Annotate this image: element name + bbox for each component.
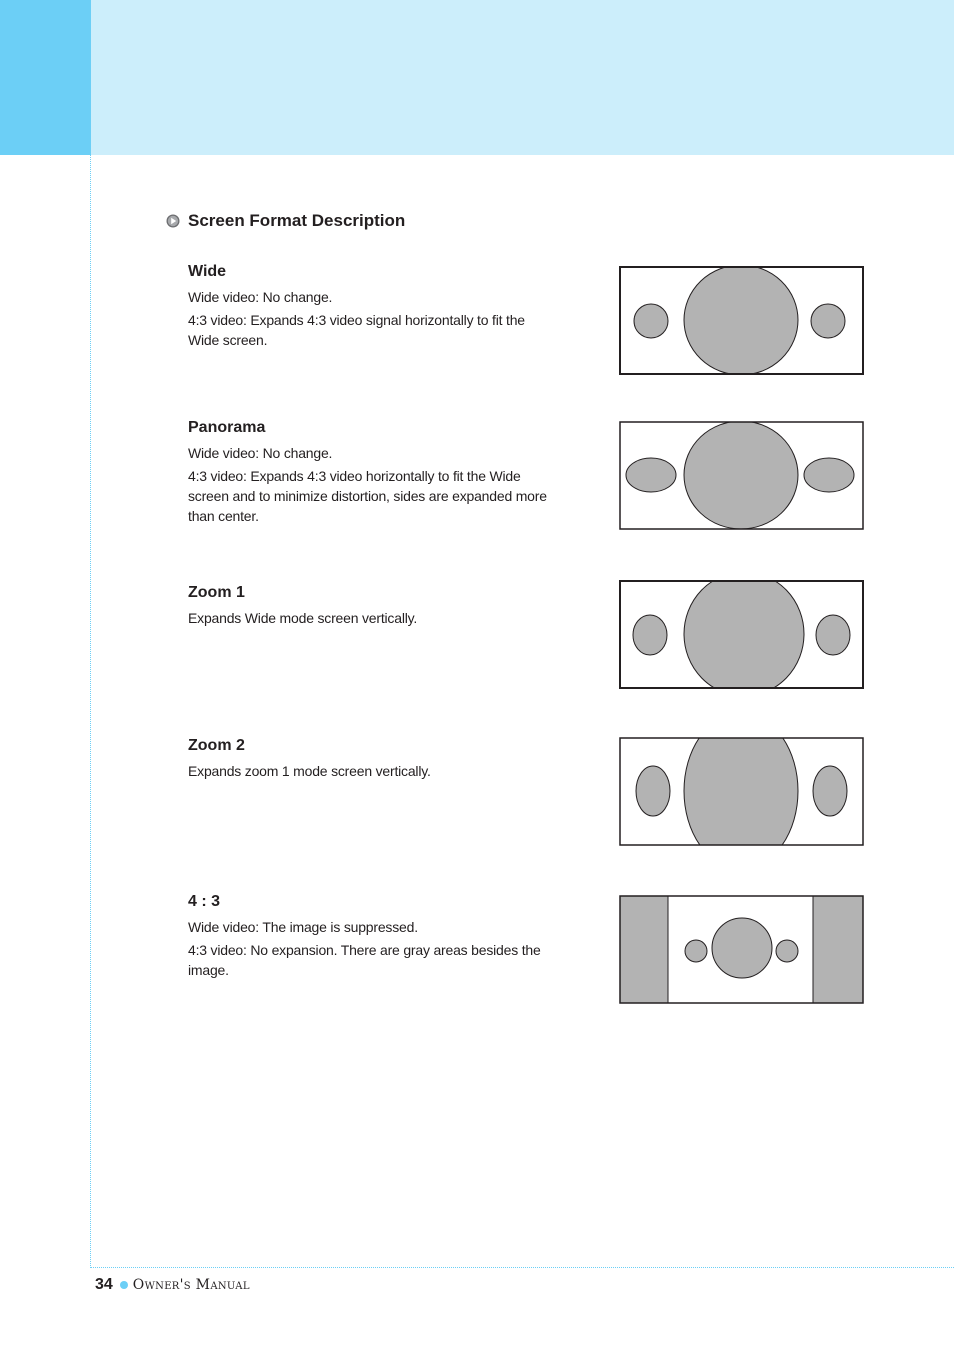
page-footer <box>95 1276 250 1294</box>
wide-format-diagram <box>619 266 865 376</box>
page-number: 34 <box>95 1276 113 1293</box>
entry-title: Wide <box>188 263 227 280</box>
footer-label: Owner's Manual <box>132 1277 250 1293</box>
entry-zoom-2 <box>188 736 548 784</box>
play-circle-icon <box>166 214 180 228</box>
entry-wide <box>188 262 548 353</box>
zoom-2-format-diagram <box>619 737 865 847</box>
entry-line: Wide video: No change. <box>188 289 333 305</box>
entry-line: Wide video: The image is suppressed. <box>188 919 418 935</box>
bullet-dot-icon <box>120 1281 128 1289</box>
entry-line: Wide video: No change. <box>188 445 333 461</box>
entry-panorama <box>188 418 548 529</box>
header-band <box>91 0 954 155</box>
zoom-1-format-diagram <box>619 580 865 690</box>
entry-line: Expands zoom 1 mode screen vertically. <box>188 763 431 779</box>
section-heading <box>166 211 405 231</box>
panorama-format-diagram <box>619 421 865 531</box>
entry-line: 4:3 video: No expansion. There are gray areas besides the image. <box>188 942 541 978</box>
margin-dotted-line <box>90 155 91 1268</box>
entry-zoom-1 <box>188 583 548 631</box>
entry-line: 4:3 video: Expands 4:3 video signal horizontally to fit the Wide screen. <box>188 312 525 348</box>
entry-title: Zoom 2 <box>188 737 245 754</box>
footer-dotted-line <box>90 1267 954 1268</box>
4-3-format-diagram <box>619 895 865 1005</box>
entry-title: Panorama <box>188 419 266 436</box>
section-title: Screen Format Description <box>188 211 406 230</box>
header-band-accent <box>0 0 91 155</box>
entry-title: Zoom 1 <box>188 584 245 601</box>
entry-4-3 <box>188 892 548 983</box>
entry-line: Expands Wide mode screen vertically. <box>188 610 418 626</box>
entry-line: 4:3 video: Expands 4:3 video horizontally to fit the Wide screen and to minimize distortion, sides are expanded more than center. <box>188 468 547 524</box>
entry-title: 4 : 3 <box>188 893 221 910</box>
